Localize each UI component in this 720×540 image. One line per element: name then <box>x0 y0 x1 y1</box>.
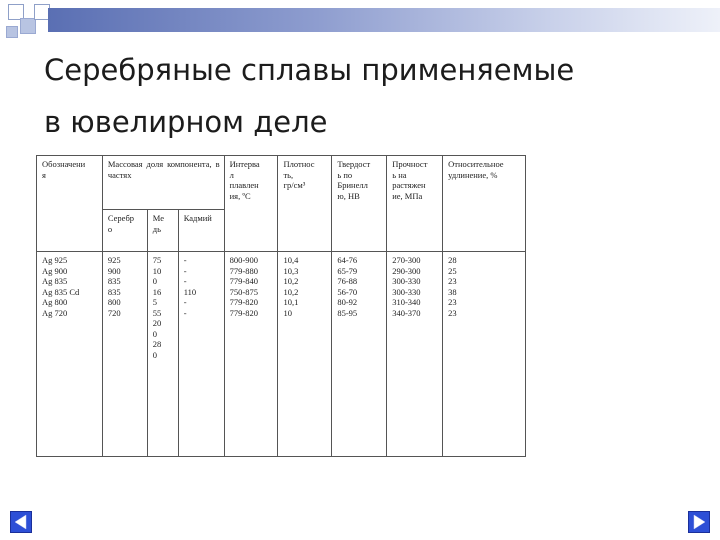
cell-elongation: 28 25 23 38 23 23 <box>443 252 526 457</box>
slide-title-line-1: Серебряные сплавы применяемые <box>44 53 575 87</box>
cell-strength: 270-300 290-300 300-330 300-330 310-340 340-370 <box>387 252 443 457</box>
triangle-right-icon <box>689 512 709 532</box>
decorative-square <box>6 26 18 38</box>
cell-cadmium: - - - 110 - - <box>178 252 224 457</box>
header-density: Плотнос ть, гр/см³ <box>278 156 332 252</box>
cell-silver: 925 900 835 835 800 720 <box>102 252 147 457</box>
next-slide-button[interactable] <box>688 511 710 533</box>
triangle-left-icon <box>11 512 31 532</box>
cell-designation: Ag 925 Ag 900 Ag 835 Ag 835 Cd Ag 800 Ag 720 <box>37 252 103 457</box>
table-row <box>37 252 526 457</box>
cell-density: 10,4 10,3 10,2 10,2 10,1 10 <box>278 252 332 457</box>
slide-title <box>44 44 684 148</box>
alloys-table <box>36 155 526 457</box>
subheader-copper: Ме дь <box>147 210 178 252</box>
cell-hardness: 64-76 65-79 76-88 56-70 80-92 85-95 <box>332 252 387 457</box>
previous-slide-button[interactable] <box>10 511 32 533</box>
subheader-cadmium: Кадмий <box>178 210 224 252</box>
slide-title-line-2: в ювелирном деле <box>44 105 328 139</box>
header-designation: Обозначени я <box>37 156 103 252</box>
decorative-header-bar <box>48 8 720 32</box>
cell-melting-interval: 800-900 779-880 779-840 750-875 779-820 779-820 <box>224 252 278 457</box>
cell-copper: 75 10 0 16 5 55 20 0 28 0 <box>147 252 178 457</box>
table-header-row <box>37 156 526 210</box>
header-elongation: Относительное удлинение, % <box>443 156 526 252</box>
header-melting-interval: Интерва л плавлен ия, ºС <box>224 156 278 252</box>
decorative-square <box>20 18 36 34</box>
header-mass-fraction: Массовая доля компонента, в частях <box>102 156 224 210</box>
header-hardness: Твердост ь по Бринелл ю, НВ <box>332 156 387 252</box>
header-strength: Прочност ь на растяжен ие, МПа <box>387 156 443 252</box>
subheader-silver: Серебр о <box>102 210 147 252</box>
